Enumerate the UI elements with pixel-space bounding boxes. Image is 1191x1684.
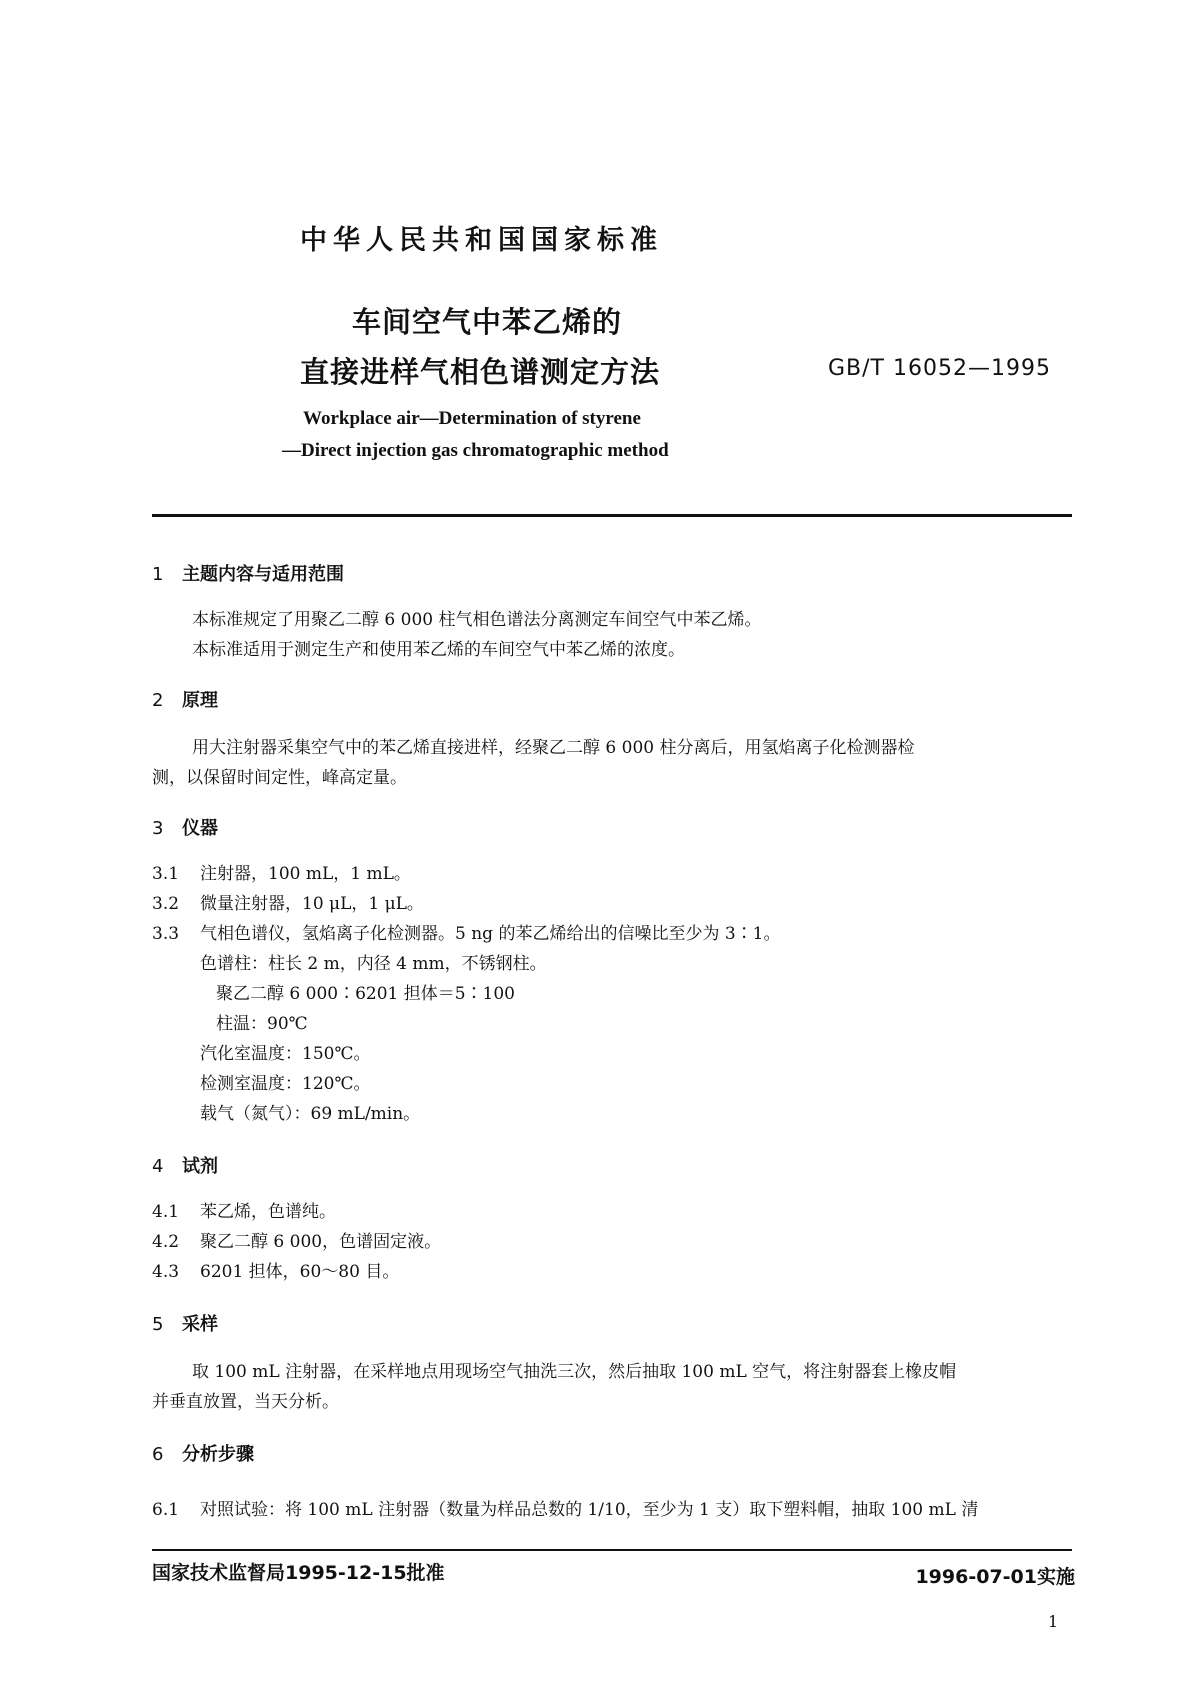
section-title: 原理: [182, 690, 218, 711]
item-text: 苯乙烯，色谱纯。: [200, 1202, 336, 1222]
section-number: 3: [152, 818, 164, 839]
spec-line: 色谱柱：柱长 2 m，内径 4 mm，不锈钢柱。: [200, 954, 547, 974]
item-number: 4.1: [152, 1202, 180, 1222]
english-title-line-1: Workplace air—Determination of styrene: [303, 408, 641, 429]
item-number: 6.1: [152, 1500, 180, 1520]
item-text: 微量注射器，10 μL，1 μL。: [200, 894, 424, 914]
item-text: 气相色谱仪，氢焰离子化检测器。5 ng 的苯乙烯给出的信噪比至少为 3∶1。: [200, 924, 781, 944]
spec-line: 柱温：90℃: [216, 1014, 308, 1034]
section-number: 2: [152, 690, 164, 711]
section-title: 仪器: [182, 818, 218, 839]
item-text: 对照试验：将 100 mL 注射器（数量为样品总数的 1/10，至少为 1 支）取下塑料帽，抽取 100 mL 清: [200, 1500, 979, 1520]
list-item: [152, 894, 424, 914]
list-item: [152, 1500, 978, 1520]
page-number: 1: [1048, 1612, 1059, 1631]
paragraph: 用大注射器采集空气中的苯乙烯直接进样，经聚乙二醇 6 000 柱分离后，用氢焰离子化检测器检: [192, 738, 915, 758]
paragraph: 本标准适用于测定生产和使用苯乙烯的车间空气中苯乙烯的浓度。: [192, 640, 685, 660]
paragraph: 取 100 mL 注射器，在采样地点用现场空气抽洗三次，然后抽取 100 mL 空气，将注射器套上橡皮帽: [192, 1362, 957, 1382]
paragraph: 本标准规定了用聚乙二醇 6 000 柱气相色谱法分离测定车间空气中苯乙烯。: [192, 610, 762, 630]
spec-line: 汽化室温度：150℃。: [200, 1044, 371, 1064]
list-item: [152, 924, 781, 944]
paragraph-continuation: 并垂直放置，当天分析。: [152, 1392, 339, 1412]
section-4-heading: [152, 1152, 218, 1178]
section-title: 主题内容与适用范围: [182, 564, 344, 585]
item-number: 3.3: [152, 924, 180, 944]
title-line-1: 车间空气中苯乙烯的: [352, 305, 623, 339]
spec-line: 载气（氮气）：69 mL/min。: [200, 1104, 421, 1124]
header-divider: [152, 514, 1072, 517]
section-1-heading: [152, 560, 344, 586]
section-number: 4: [152, 1156, 164, 1177]
item-text: 聚乙二醇 6 000，色谱固定液。: [200, 1232, 442, 1252]
implementation-date: 1996-07-01实施: [915, 1566, 1075, 1588]
list-item: [152, 1232, 441, 1252]
section-number: 1: [152, 564, 164, 585]
section-number: 5: [152, 1314, 164, 1335]
section-6-heading: [152, 1440, 254, 1466]
section-title: 分析步骤: [182, 1444, 254, 1465]
list-item: [152, 1262, 399, 1282]
section-number: 6: [152, 1444, 164, 1465]
english-title-line-2: —Direct injection gas chromatographic method: [282, 440, 669, 461]
paragraph-continuation: 测，以保留时间定性，峰高定量。: [152, 768, 407, 788]
section-5-heading: [152, 1310, 218, 1336]
item-number: 3.2: [152, 894, 180, 914]
spec-line: 聚乙二醇 6 000∶6201 担体＝5∶100: [216, 984, 516, 1004]
item-number: 4.2: [152, 1232, 180, 1252]
footer-divider: [152, 1549, 1072, 1551]
section-title: 采样: [182, 1314, 218, 1335]
section-2-heading: [152, 686, 218, 712]
approval-date: 国家技术监督局1995-12-15批准: [152, 1562, 445, 1584]
item-text: 注射器，100 mL，1 mL。: [200, 864, 411, 884]
standard-number: GB/T 16052—1995: [828, 356, 1051, 381]
list-item: [152, 864, 411, 884]
section-title: 试剂: [182, 1156, 218, 1177]
item-number: 3.1: [152, 864, 180, 884]
section-3-heading: [152, 814, 218, 840]
item-number: 4.3: [152, 1262, 180, 1282]
national-standard-heading: 中华人民共和国国家标准: [300, 225, 663, 256]
item-text: 6201 担体，60～80 目。: [200, 1262, 400, 1282]
list-item: [152, 1202, 336, 1222]
title-line-2: 直接进样气相色谱测定方法: [300, 355, 661, 389]
spec-line: 检测室温度：120℃。: [200, 1074, 371, 1094]
